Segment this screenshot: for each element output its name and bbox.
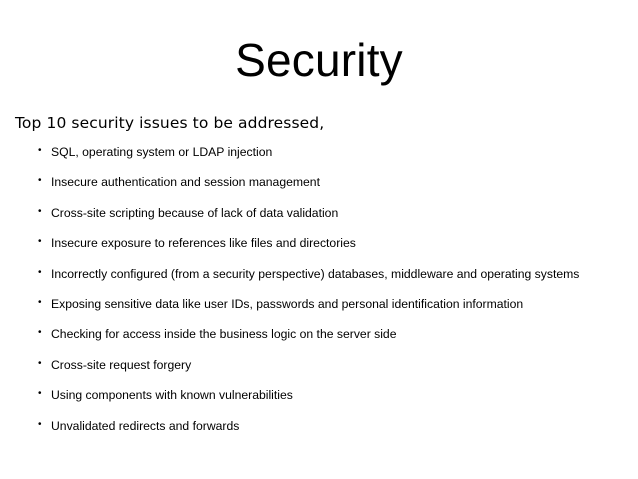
list-item [38,174,579,204]
bullet-icon: • [38,266,42,278]
list-item-text: Incorrectly configured (from a security perspective) databases, middleware and operating systems [51,266,580,281]
intro-text: Top 10 security issues to be addressed, [15,114,325,132]
list-item-text: Cross-site request forgery [51,357,192,372]
list-item-text: Checking for access inside the business logic on the server side [51,327,397,342]
list-item-text: SQL, operating system or LDAP injection [51,145,273,159]
bullet-icon: • [38,388,42,400]
list-item [38,357,579,387]
list-item [38,326,579,356]
list-item-text: Insecure exposure to references like files and directories [51,236,356,251]
list-item-text: Cross-site scripting because of lack of data validation [51,205,339,220]
list-item [38,296,579,326]
bullet-icon: • [38,327,42,339]
slide-title: Security [235,34,403,86]
list-item-text: Insecure authentication and session management [51,175,320,190]
list-item-text: Using components with known vulnerabilities [51,388,293,403]
security-issues-list [38,144,579,448]
bullet-icon: • [38,236,42,248]
list-item [38,144,579,174]
bullet-icon: • [38,296,42,308]
list-item [38,205,579,235]
list-item-text: Unvalidated redirects and forwards [51,418,240,433]
bullet-icon: • [38,205,42,217]
list-item [38,418,579,448]
list-item-text: Exposing sensitive data like user IDs, passwords and personal identification information [51,296,524,311]
list-item [38,235,579,265]
bullet-icon: • [38,418,42,430]
list-item [38,266,579,296]
bullet-icon: • [38,175,42,187]
list-item [38,387,579,417]
bullet-icon: • [38,357,42,369]
bullet-icon: • [38,145,42,156]
